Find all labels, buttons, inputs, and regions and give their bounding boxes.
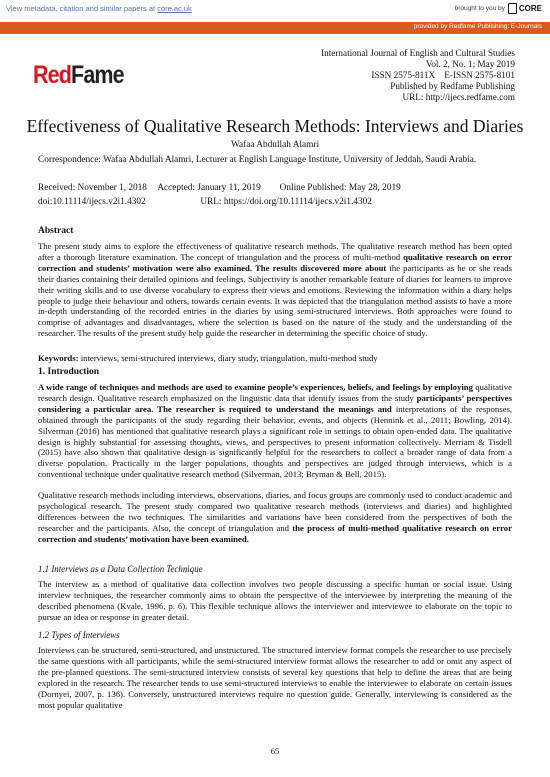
core-ac-uk-link[interactable]: core.ac.uk bbox=[157, 4, 192, 13]
core-logo-text: CORE bbox=[518, 4, 542, 13]
abstract-body bbox=[38, 241, 512, 339]
provider-strip[interactable] bbox=[0, 22, 550, 34]
journal-issn: ISSN 2575-811X E-ISSN 2575-8101 bbox=[371, 70, 515, 80]
intro-paragraph-2 bbox=[38, 490, 512, 545]
abstract-text-a: The present study aims to explore the effectiveness of qualitative research methods. The qualitative research method has been opted after a thorough literature examination. The concept of triangulation and the process of multi-method bbox=[38, 241, 512, 262]
core-brought-by[interactable] bbox=[455, 3, 542, 14]
paper-author: Wafaa Abdullah Alamri bbox=[230, 140, 320, 150]
doi-url[interactable]: URL: https://doi.org/10.11114/ijecs.v2i1.4302 bbox=[200, 197, 372, 207]
core-banner bbox=[0, 0, 550, 38]
brought-to-you-text: brought to you by bbox=[454, 5, 505, 12]
journal-name: International Journal of English and Cultural Studies bbox=[321, 48, 515, 58]
keywords-list: interviews, semi-structured interviews, diary study, triangulation, multi-method study bbox=[78, 353, 378, 363]
intro-paragraph-1 bbox=[38, 382, 512, 480]
types-paragraph: Interviews can be structured, semi-structured, and unstructured. The structured interview format compels the researcher to use precisely the same questions with all participants, while the semi-structured interview format allows the researcher to add or omit any aspect of the pre-planned questions. The semi-structured interview consists of several key questions that help to define the areas that are being explored in the research. The researcher tends to use semi-structured interviews to enable the interviewee to elaborate on certain issues (Dornyei, 2007, p. 136). Conversely, unstructured interviews require no question guide. Generally, interviewing is considered as the most popular qualitative bbox=[38, 645, 512, 710]
core-strip bbox=[0, 0, 550, 19]
doi-line bbox=[38, 197, 372, 207]
keywords bbox=[38, 353, 512, 363]
journal-publisher: Published by Redfame Publishing bbox=[390, 81, 515, 91]
published-date: Online Published: May 28, 2019 bbox=[279, 183, 401, 193]
journal-url[interactable]: URL: http://ijecs.redfame.com bbox=[402, 92, 515, 102]
core-logo-icon bbox=[508, 3, 517, 14]
journal-volume: Vol. 2, No. 1; May 2019 bbox=[425, 59, 515, 69]
logo-red-part: Red bbox=[33, 61, 72, 89]
redfame-logo bbox=[33, 63, 124, 88]
core-metadata-link[interactable] bbox=[6, 4, 192, 13]
para1-bold-a: A wide range of techniques and methods are used to examine people’s experiences, beliefs, and feelings by employing bbox=[38, 382, 473, 392]
doi[interactable]: doi:10.11114/ijecs.v2i1.4302 bbox=[38, 197, 146, 207]
journal-info bbox=[321, 48, 515, 103]
keywords-label: Keywords: bbox=[38, 353, 79, 363]
core-metadata-text: View metadata, citation and similar papers at bbox=[6, 4, 158, 13]
page-number: 65 bbox=[270, 746, 280, 756]
publication-dates bbox=[38, 183, 401, 193]
interviews-paragraph: The interview as a method of qualitative data collection involves two people discussing a specific human or social issue. Using interview techniques, the researcher commonly aims to obtain the perspective of the interviewee by interpreting the meaning of the described phenomena (Kvale, 1996, p. 6). This flexible technique allows the interviewer and interviewee to elaborate on the topic to pursue an idea or response in greater detail. bbox=[38, 579, 512, 622]
para1-text-a: qualitative research design. Qualitative research emphasized on the linguistic data that identify issues from the study bbox=[38, 382, 512, 403]
para1-text-b: interpretations of the responses, obtained through the participants of the study regarding their behavior, events, and objects (Hennink et al., 2011; Bowling, 2014). Silverman (2016) has mentioned that qualitative research plays a significant role in settings to obtain open-ended data. The qualitative design is highly substantial for assessing thoughts, views, and perspectives to present information collectively. Merriam & Tisdell (2015) have also shown that qualitative design is significantly helpful for the researchers to collect a broader range of data from a diverse population. Practically in the larger populations, thoughts and perspectives are judged through interviews, which is a conventional technique under qualitative research method (Silverman, 2013; Bryman & Bell, 2015). bbox=[38, 403, 512, 480]
received-date: Received: November 1, 2018 bbox=[38, 183, 147, 193]
paper-title: Effectiveness of Qualitative Research Methods: Interviews and Diaries bbox=[26, 116, 524, 136]
correspondence: Correspondence: Wafaa Abdullah Alamri, Lecturer at English Language Institute, University of Jeddah, Saudi Arabia. bbox=[38, 155, 477, 165]
provider-text: provided by Redfame Publishing: E-Journals bbox=[413, 23, 542, 30]
accepted-date: Accepted: January 11, 2019 bbox=[157, 183, 261, 193]
para2-text: Qualitative research methods including interviews, observations, diaries, and focus groups are commonly used to conduct academic and psychological research. The present study compared two qualitative research methods (interviews and diaries) and highlighted differences between the two techniques. The similarities and variations have been considered from the perspectives of both the researcher and the participants. Also, the concept of triangulation and bbox=[38, 490, 512, 533]
logo-black-part: Fame bbox=[71, 61, 124, 89]
section-heading-introduction: 1. Introduction bbox=[38, 367, 100, 377]
para2-bold: the process of multi-method qualitative research on error correction and students’ motivation have been examined. bbox=[38, 522, 512, 544]
abstract-text-b: the participants as he or she reads their diaries containing their detailed opinions and feelings. Subjectivity is another remarkable feature of diaries for learners to improve their writing skills and to use diverse vocabulary to express their views and emotions. Reviewing the information within a diary helps people to judge their behaviour and others, towards certain events. It was depicted that the triangulation method assists to have a more in-depth understanding of the recorded entries in the diaries by using semi-structured interviews. Both approaches were found to comprise of advantages and disadvantages, where the selection is based on the nature of the study and the understanding of the researcher. The results of the present study help guide the researcher in determining the specific choice of study. bbox=[38, 262, 512, 339]
subsection-heading-1-1: 1.1 Interviews as a Data Collection Technique bbox=[38, 564, 203, 574]
core-logo[interactable] bbox=[508, 3, 542, 14]
abstract-heading: Abstract bbox=[38, 226, 74, 236]
subsection-heading-1-2: 1.2 Types of Interviews bbox=[38, 630, 120, 640]
abstract-text-bold: qualitative research on error correction and students’ motivation were also examined. The results discovered more about bbox=[38, 251, 512, 273]
para1-bold-b: participants’ perspectives considering a particular area. The researcher is required to understand the meanings and bbox=[38, 392, 512, 414]
